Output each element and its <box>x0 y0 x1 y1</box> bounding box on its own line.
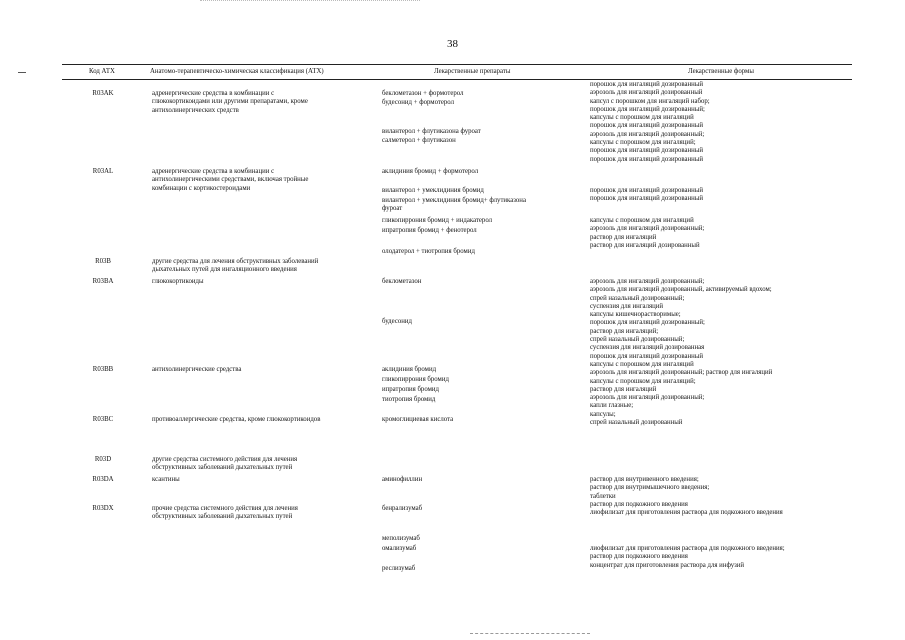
atc-code: R03D <box>94 456 112 463</box>
atc-code: R03AK <box>92 90 114 97</box>
form-item: порошок для ингаляций дозированный <box>590 352 704 360</box>
atc-class: глюкокортикоиды <box>152 278 204 285</box>
form-item: лиофилизат для приготовления раствора для подкожного введения <box>590 509 783 517</box>
form-item: капсулы с порошком для ингаляций <box>590 360 694 368</box>
form-item: капсулы кишечнорастворимые; <box>590 311 681 319</box>
scan-artifact-top <box>200 0 420 1</box>
forms-block <box>590 278 852 427</box>
scan-artifact-bottom <box>470 633 590 634</box>
form-item: концентрат для приготовления раствора для инфузий <box>590 561 745 569</box>
form-item: аэрозоль для ингаляций дозированный; <box>590 278 705 285</box>
drug-name: гликопиррония бромид <box>382 376 449 383</box>
drug-name: меполизумаб <box>382 535 420 542</box>
form-item: порошок для ингаляций дозированный; <box>590 105 705 113</box>
header-drugs: Лекарственные препараты <box>434 68 511 75</box>
drug-name: вилантерол + умеклидиния бромид+ флутиказона фуроат <box>382 197 526 213</box>
form-item: раствор для подкожного введения <box>590 500 688 508</box>
forms-block <box>590 545 852 570</box>
forms-block <box>590 81 852 164</box>
atc-code: R03B <box>95 258 111 265</box>
form-item: раствор для ингаляций дозированный <box>590 241 700 249</box>
forms-block <box>590 187 852 204</box>
drug-name: омализумаб <box>382 545 417 552</box>
form-item: капсулы с порошком для ингаляций; <box>590 139 696 147</box>
page-number: 38 <box>447 38 458 50</box>
form-item: раствор для подкожного введения <box>590 553 688 561</box>
form-item: капсулы с порошком для ингаляций <box>590 114 694 122</box>
atc-code: R03DA <box>92 476 114 483</box>
form-item: порошок для ингаляций дозированный; <box>590 319 705 327</box>
drug-name: вилантерол + флутиказона фуроат <box>382 128 481 135</box>
drug-name: аклидиния бромид <box>382 366 437 373</box>
form-item: спрей назальный дозированный; <box>590 336 685 344</box>
drug-name: будесонид <box>382 318 412 325</box>
form-item: аэрозоль для ингаляций дозированный; <box>590 225 705 233</box>
form-item: спрей назальный дозированный; <box>590 294 685 302</box>
form-item: аэрозоль для ингаляций дозированный; раствор для ингаляций <box>590 369 773 377</box>
form-item: аэрозоль для ингаляций дозированный; <box>590 130 705 138</box>
form-item: капли глазные; <box>590 402 634 410</box>
atc-class: адренергические средства в комбинации с глюкокортикоидами или другими препаратами, кроме антихолинергических средств <box>152 90 308 114</box>
form-item: раствор для ингаляций; <box>590 327 659 335</box>
header-forms: Лекарственные формы <box>688 68 754 75</box>
drug-name: вилантерол + умеклидиния бромид <box>382 187 484 194</box>
form-item: суспензия для ингаляций <box>590 302 664 310</box>
atc-class: другие средства для лечения обструктивных заболеваний дыхательных путей для ингаляционного введения <box>152 258 319 274</box>
form-item: лиофилизат для приготовления раствора для подкожного введения; <box>590 545 785 552</box>
form-item: порошок для ингаляций дозированный <box>590 155 704 163</box>
form-item: порошок для ингаляций дозированный <box>590 187 704 194</box>
atc-class: противоаллергические средства, кроме глюкокортикоидов <box>152 416 321 423</box>
atc-class: прочие средства системного действия для лечения обструктивных заболеваний дыхательных путей <box>152 505 298 521</box>
form-item: капсулы с порошком для ингаляций <box>590 217 694 224</box>
form-item: порошок для ингаляций дозированный <box>590 81 704 88</box>
drug-name: беклометазон <box>382 278 422 285</box>
form-item: раствор для ингаляций <box>590 385 657 393</box>
form-item: капсулы; <box>590 410 616 418</box>
drug-name: гликопиррония бромид + индакатерол <box>382 217 493 224</box>
drug-name: бенрализумаб <box>382 505 423 512</box>
drug-name: беклометазон + формотерол <box>382 90 464 97</box>
form-item: раствор для внутривенного введения; <box>590 476 699 483</box>
atc-code: R03BB <box>92 366 114 373</box>
form-item: аэрозоль для ингаляций дозированный <box>590 89 703 97</box>
form-item: капсулы с порошком для ингаляций; <box>590 377 696 385</box>
atc-code: R03DX <box>92 505 114 512</box>
drug-name: ипратропия бромид + фенотерол <box>382 227 477 234</box>
form-item: раствор для ингаляций <box>590 233 657 241</box>
table-top-border <box>62 64 852 65</box>
atc-code: R03BC <box>92 416 114 423</box>
forms-block <box>590 217 852 250</box>
drug-name: реслизумаб <box>382 565 416 572</box>
form-item: спрей назальный дозированный <box>590 419 683 427</box>
form-item: таблетки <box>590 492 616 500</box>
form-item: порошок для ингаляций дозированный <box>590 147 704 155</box>
form-item: порошок для ингаляций дозированный <box>590 195 704 203</box>
header-code: Код АТХ <box>89 68 115 75</box>
atc-code: R03BA <box>92 278 114 285</box>
drug-name: ипратропия бромид <box>382 386 439 393</box>
table-header-border <box>62 79 852 80</box>
form-item: суспензия для ингаляций дозированная <box>590 344 705 352</box>
atc-class: адренергические средства в комбинации с антихолинергическими средствами, включая тройные комбинации с кортикостероидами <box>152 168 309 192</box>
drug-name: будесонид + формотерол <box>382 99 454 106</box>
drug-name: аминофиллин <box>382 476 423 483</box>
forms-block <box>590 476 852 517</box>
atc-class: ксантины <box>152 476 180 483</box>
drug-name: аклидиния бромид + формотерол <box>382 168 479 175</box>
drug-name: кромоглициевая кислота <box>382 416 454 423</box>
atc-class: другие средства системного действия для лечения обструктивных заболеваний дыхательных путей <box>152 456 298 472</box>
header-classification: Анатомо-терапевтическо-химическая классификация (АТХ) <box>150 68 324 75</box>
form-item: аэрозоль для ингаляций дозированный; <box>590 394 705 402</box>
atc-code: R03AL <box>92 168 114 175</box>
drug-name: тиотропия бромид <box>382 396 436 403</box>
form-item: капсул с порошком для ингаляций набор; <box>590 97 710 105</box>
form-item: раствор для внутримышечного введения; <box>590 484 710 492</box>
form-item: аэрозоль для ингаляций дозированный, активируемый вдохом; <box>590 286 772 294</box>
atc-class: антихолинергические средства <box>152 366 242 373</box>
drug-name: олодатерол + тиотропия бромид <box>382 248 475 255</box>
margin-mark <box>18 72 26 73</box>
form-item: порошок для ингаляций дозированный <box>590 122 704 130</box>
drug-name: салметерол + флутиказон <box>382 137 456 144</box>
